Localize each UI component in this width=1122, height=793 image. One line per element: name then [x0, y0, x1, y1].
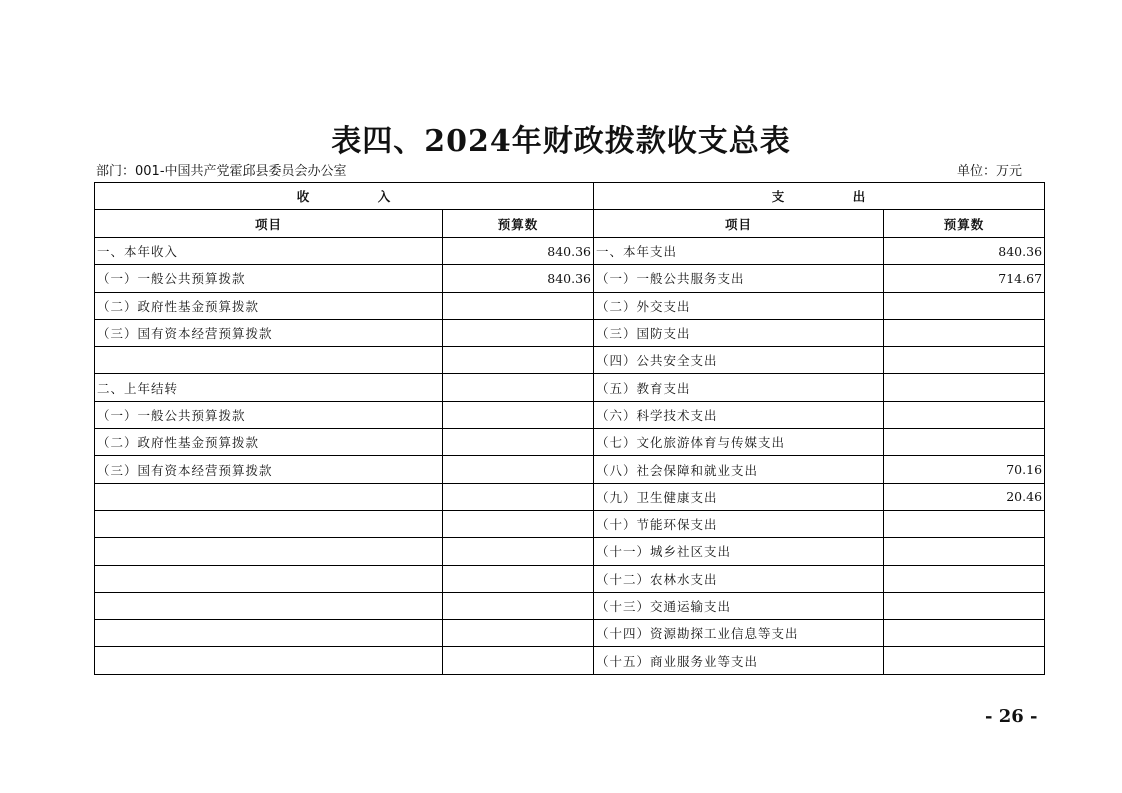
table-row [95, 510, 1045, 537]
income-item-cell: （二）政府性基金预算拨款 [95, 429, 443, 456]
expense-item-cell: 一、本年支出 [594, 238, 884, 265]
page-title: 表四、2024年财政拨款收支总表 [331, 124, 791, 159]
expense-budget-cell: 20.46 [884, 483, 1045, 510]
expense-budget-cell [884, 538, 1045, 565]
table-row [95, 401, 1045, 428]
table-row [95, 292, 1045, 319]
expense-item-cell: （十一）城乡社区支出 [594, 538, 884, 565]
expense-budget-cell: 714.67 [884, 265, 1045, 292]
income-budget-header: 预算数 [443, 210, 594, 238]
expense-item-cell: （十五）商业服务业等支出 [594, 647, 884, 674]
income-budget-cell [443, 374, 594, 401]
expense-item-cell: （三）国防支出 [594, 319, 884, 346]
income-budget-cell [443, 347, 594, 374]
table-row [95, 265, 1045, 292]
expense-budget-cell [884, 565, 1045, 592]
department-label: 部门：001-中国共产党霍邱县委员会办公室 [96, 164, 347, 179]
income-item-cell [95, 592, 443, 619]
expense-item-cell: （四）公共安全支出 [594, 347, 884, 374]
income-budget-cell [443, 592, 594, 619]
table-row [95, 429, 1045, 456]
income-budget-cell [443, 538, 594, 565]
budget-table [94, 182, 1045, 675]
expense-item-cell: （十三）交通运输支出 [594, 592, 884, 619]
table-row [95, 347, 1045, 374]
expense-budget-header: 预算数 [884, 210, 1045, 238]
income-item-cell [95, 620, 443, 647]
expense-budget-cell [884, 510, 1045, 537]
income-item-cell [95, 647, 443, 674]
expense-item-cell: （十）节能环保支出 [594, 510, 884, 537]
column-header-row [95, 210, 1045, 238]
income-budget-cell [443, 292, 594, 319]
table-row [95, 238, 1045, 265]
expense-budget-cell [884, 401, 1045, 428]
income-item-header: 项目 [95, 210, 443, 238]
income-budget-cell [443, 647, 594, 674]
income-item-cell: 二、上年结转 [95, 374, 443, 401]
expense-item-cell: （十四）资源勘探工业信息等支出 [594, 620, 884, 647]
expense-budget-cell [884, 319, 1045, 346]
expense-item-cell: （七）文化旅游体育与传媒支出 [594, 429, 884, 456]
expense-item-cell: （六）科学技术支出 [594, 401, 884, 428]
table-row [95, 456, 1045, 483]
income-item-cell: （一）一般公共预算拨款 [95, 265, 443, 292]
income-item-cell: （二）政府性基金预算拨款 [95, 292, 443, 319]
income-header: 收 入 [95, 183, 594, 210]
expense-item-cell: （十二）农林水支出 [594, 565, 884, 592]
income-item-cell [95, 565, 443, 592]
income-item-cell [95, 510, 443, 537]
table-row [95, 647, 1045, 674]
income-budget-cell: 840.36 [443, 265, 594, 292]
expense-item-cell: （五）教育支出 [594, 374, 884, 401]
income-budget-cell [443, 565, 594, 592]
expense-item-cell: （八）社会保障和就业支出 [594, 456, 884, 483]
income-budget-cell [443, 620, 594, 647]
income-item-cell: （三）国有资本经营预算拨款 [95, 319, 443, 346]
income-budget-cell [443, 319, 594, 346]
section-header-row [95, 183, 1045, 210]
income-item-cell [95, 538, 443, 565]
page-number: - 26 - [985, 706, 1038, 727]
expense-budget-cell: 70.16 [884, 456, 1045, 483]
expense-budget-cell [884, 347, 1045, 374]
income-budget-cell [443, 456, 594, 483]
expense-budget-cell [884, 374, 1045, 401]
income-budget-cell [443, 401, 594, 428]
income-budget-cell: 840.36 [443, 238, 594, 265]
expense-header: 支 出 [594, 183, 1045, 210]
income-item-cell: （三）国有资本经营预算拨款 [95, 456, 443, 483]
expense-budget-cell [884, 620, 1045, 647]
income-item-cell [95, 347, 443, 374]
table-row [95, 538, 1045, 565]
income-item-cell: （一）一般公共预算拨款 [95, 401, 443, 428]
income-budget-cell [443, 429, 594, 456]
income-budget-cell [443, 510, 594, 537]
expense-budget-cell [884, 292, 1045, 319]
expense-budget-cell [884, 647, 1045, 674]
expense-item-cell: （九）卫生健康支出 [594, 483, 884, 510]
table-row [95, 483, 1045, 510]
expense-item-cell: （一）一般公共服务支出 [594, 265, 884, 292]
table-row [95, 565, 1045, 592]
table-row [95, 374, 1045, 401]
expense-budget-cell [884, 592, 1045, 619]
expense-budget-cell [884, 429, 1045, 456]
income-budget-cell [443, 483, 594, 510]
expense-item-header: 项目 [594, 210, 884, 238]
table-row [95, 620, 1045, 647]
income-item-cell: 一、本年收入 [95, 238, 443, 265]
unit-label: 单位：万元 [957, 164, 1023, 179]
table-row [95, 319, 1045, 346]
expense-item-cell: （二）外交支出 [594, 292, 884, 319]
income-item-cell [95, 483, 443, 510]
table-row [95, 592, 1045, 619]
expense-budget-cell: 840.36 [884, 238, 1045, 265]
